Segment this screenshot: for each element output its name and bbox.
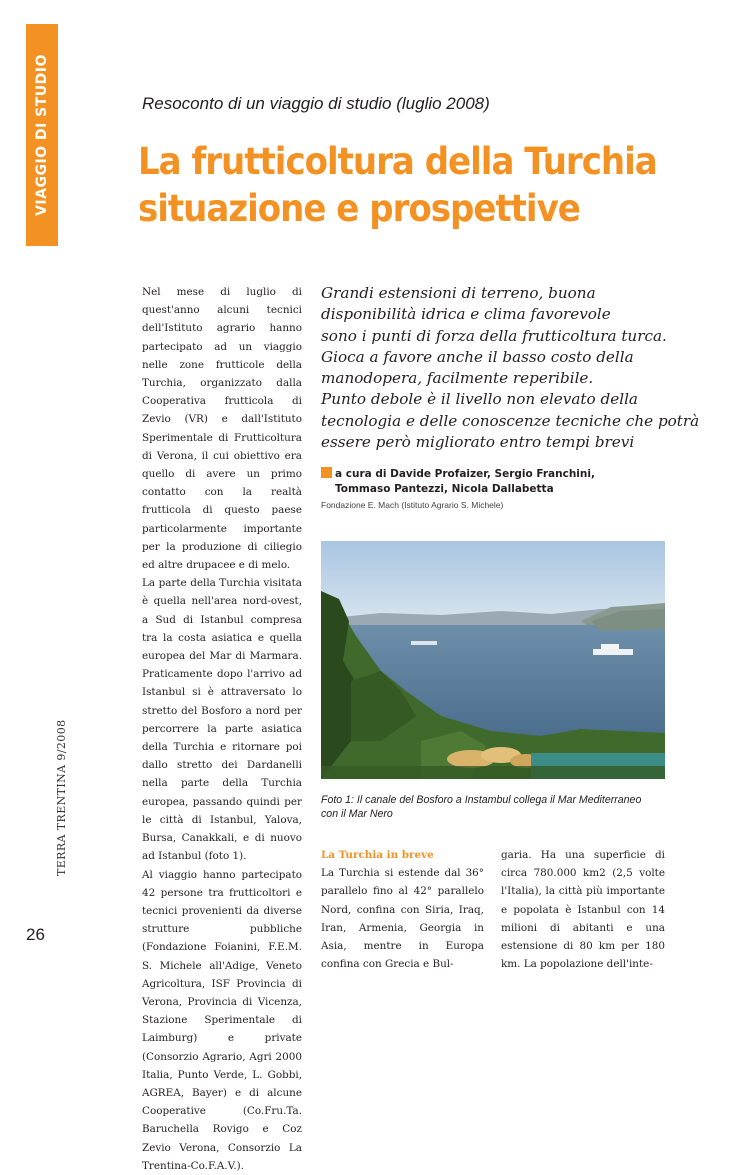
paragraph: garia. Ha una superficie di circa 780.000 km2 (2,5 volte l'Italia), la città più importante e popolata è Istanbul con 14 milioni di abitanti e una estensione di 80 km per 180 km. La popolazione dell'inte-	[501, 849, 665, 971]
author-byline	[321, 467, 665, 497]
article-title	[138, 138, 657, 232]
lead-line: disponibilità idrica e clima favorevole	[321, 305, 611, 324]
section-tab	[26, 24, 58, 246]
paragraph: Al viaggio hanno partecipato 42 persone tra frutticoltori e tecnici provenienti da diverse strutture pubbliche (Fondazione Foianini, F.E.M. S. Michele all'Adige, Veneto Agricoltura, ISF Provincia di Verona, Provincia di Vicenza, Stazione Sperimentale di Laimburg) e private (Consorzio Agrario, Agri 2000 Italia, Punto Verde, L. Gobbi, AGREA, Bayer) e di alcune Cooperative (Co.Fru.Ta. Baruchella Rovigo e Coz Zevio Verona, Consorzio La Trentina-Co.F.A.V.).	[142, 868, 302, 1172]
lead-line: Grandi estensioni di terreno, buona	[321, 284, 596, 302]
caption-line: con il Mar Nero	[321, 808, 393, 820]
lead-paragraph	[321, 283, 700, 453]
lead-line: manodopera, facilmente reperibile.	[321, 369, 594, 388]
paragraph: La Turchia si estende dal 36° parallelo fino al 42° parallelo Nord, confina con Siria, Iraq, Iran, Armenia, Georgia in Asia, mentre in Europa confina con Grecia e Bul-	[321, 867, 484, 971]
paragraph: Nel mese di luglio di quest'anno alcuni tecnici dell'Istituto agrario hanno partecipato ad un viaggio nelle zone frutticole della Turchia, organizzato dalla Cooperativa frutticola di Zevio (VR) e dall'Istituto Sperimentale di Frutticoltura di Verona, il cui obiettivo era quello di avere un primo contatto con la realtà frutticola di questo paese particolarmente importante per la produzione di ciliegio ed altre drupacee e di melo.	[142, 286, 302, 572]
body-column-2	[321, 846, 484, 973]
page-number: 26	[26, 925, 45, 944]
authors-line-2: Tommaso Pantezzi, Nicola Dallabetta	[335, 483, 554, 495]
authors-line-1: a cura di Davide Profaizer, Sergio Franchini,	[335, 468, 595, 480]
lead-line: Gioca a favore anche il basso costo della	[321, 347, 634, 366]
article-subtitle: Resoconto di un viaggio di studio (luglio 2008)	[142, 94, 490, 113]
author-affiliation: Fondazione E. Mach (Istituto Agrario S. Michele)	[321, 500, 504, 510]
caption-line: Foto 1: Il canale del Bosforo a Instambul collega il Mar Mediterraneo	[321, 794, 642, 806]
section-tab-label: VIAGGIO DI STUDIO	[34, 54, 50, 216]
title-line: La frutticoltura della Turchia	[138, 140, 657, 183]
body-column-1	[142, 283, 302, 1175]
paragraph: La parte della Turchia visitata è quella nell'area nord-ovest, a Sud di Istanbul compresa tra la costa asiatica e quella europea del Mar di Marmara. Praticamente dopo l'arrivo ad Istanbul si è attraversato lo stretto del Bosforo a nord per percorrere la parte asiatica della Turchia e ritornare poi dallo stretto dei Dardanelli nella parte della Turchia europea, passando quindi per le città di Istanbul, Yalova, Bursa, Canakkali, e di nuovo ad Istanbul (foto 1).	[142, 577, 302, 863]
body-column-3	[501, 846, 665, 973]
photo-caption	[321, 793, 665, 821]
magazine-label: TERRA TRENTINA 9/2008	[55, 719, 68, 876]
bosphorus-photo	[321, 541, 665, 779]
lead-line: sono i punti di forza della frutticoltura turca.	[321, 326, 667, 345]
lead-line: tecnologia e delle conoscenze tecniche che potrà	[321, 411, 700, 430]
title-line: situazione e prospettive	[138, 187, 580, 230]
orange-square-icon	[321, 467, 332, 478]
lead-line: Punto debole è il livello non elevato della	[321, 390, 638, 409]
lead-line: essere però migliorato entro tempi brevi	[321, 433, 635, 452]
box-heading: La Turchia in breve	[321, 849, 434, 861]
